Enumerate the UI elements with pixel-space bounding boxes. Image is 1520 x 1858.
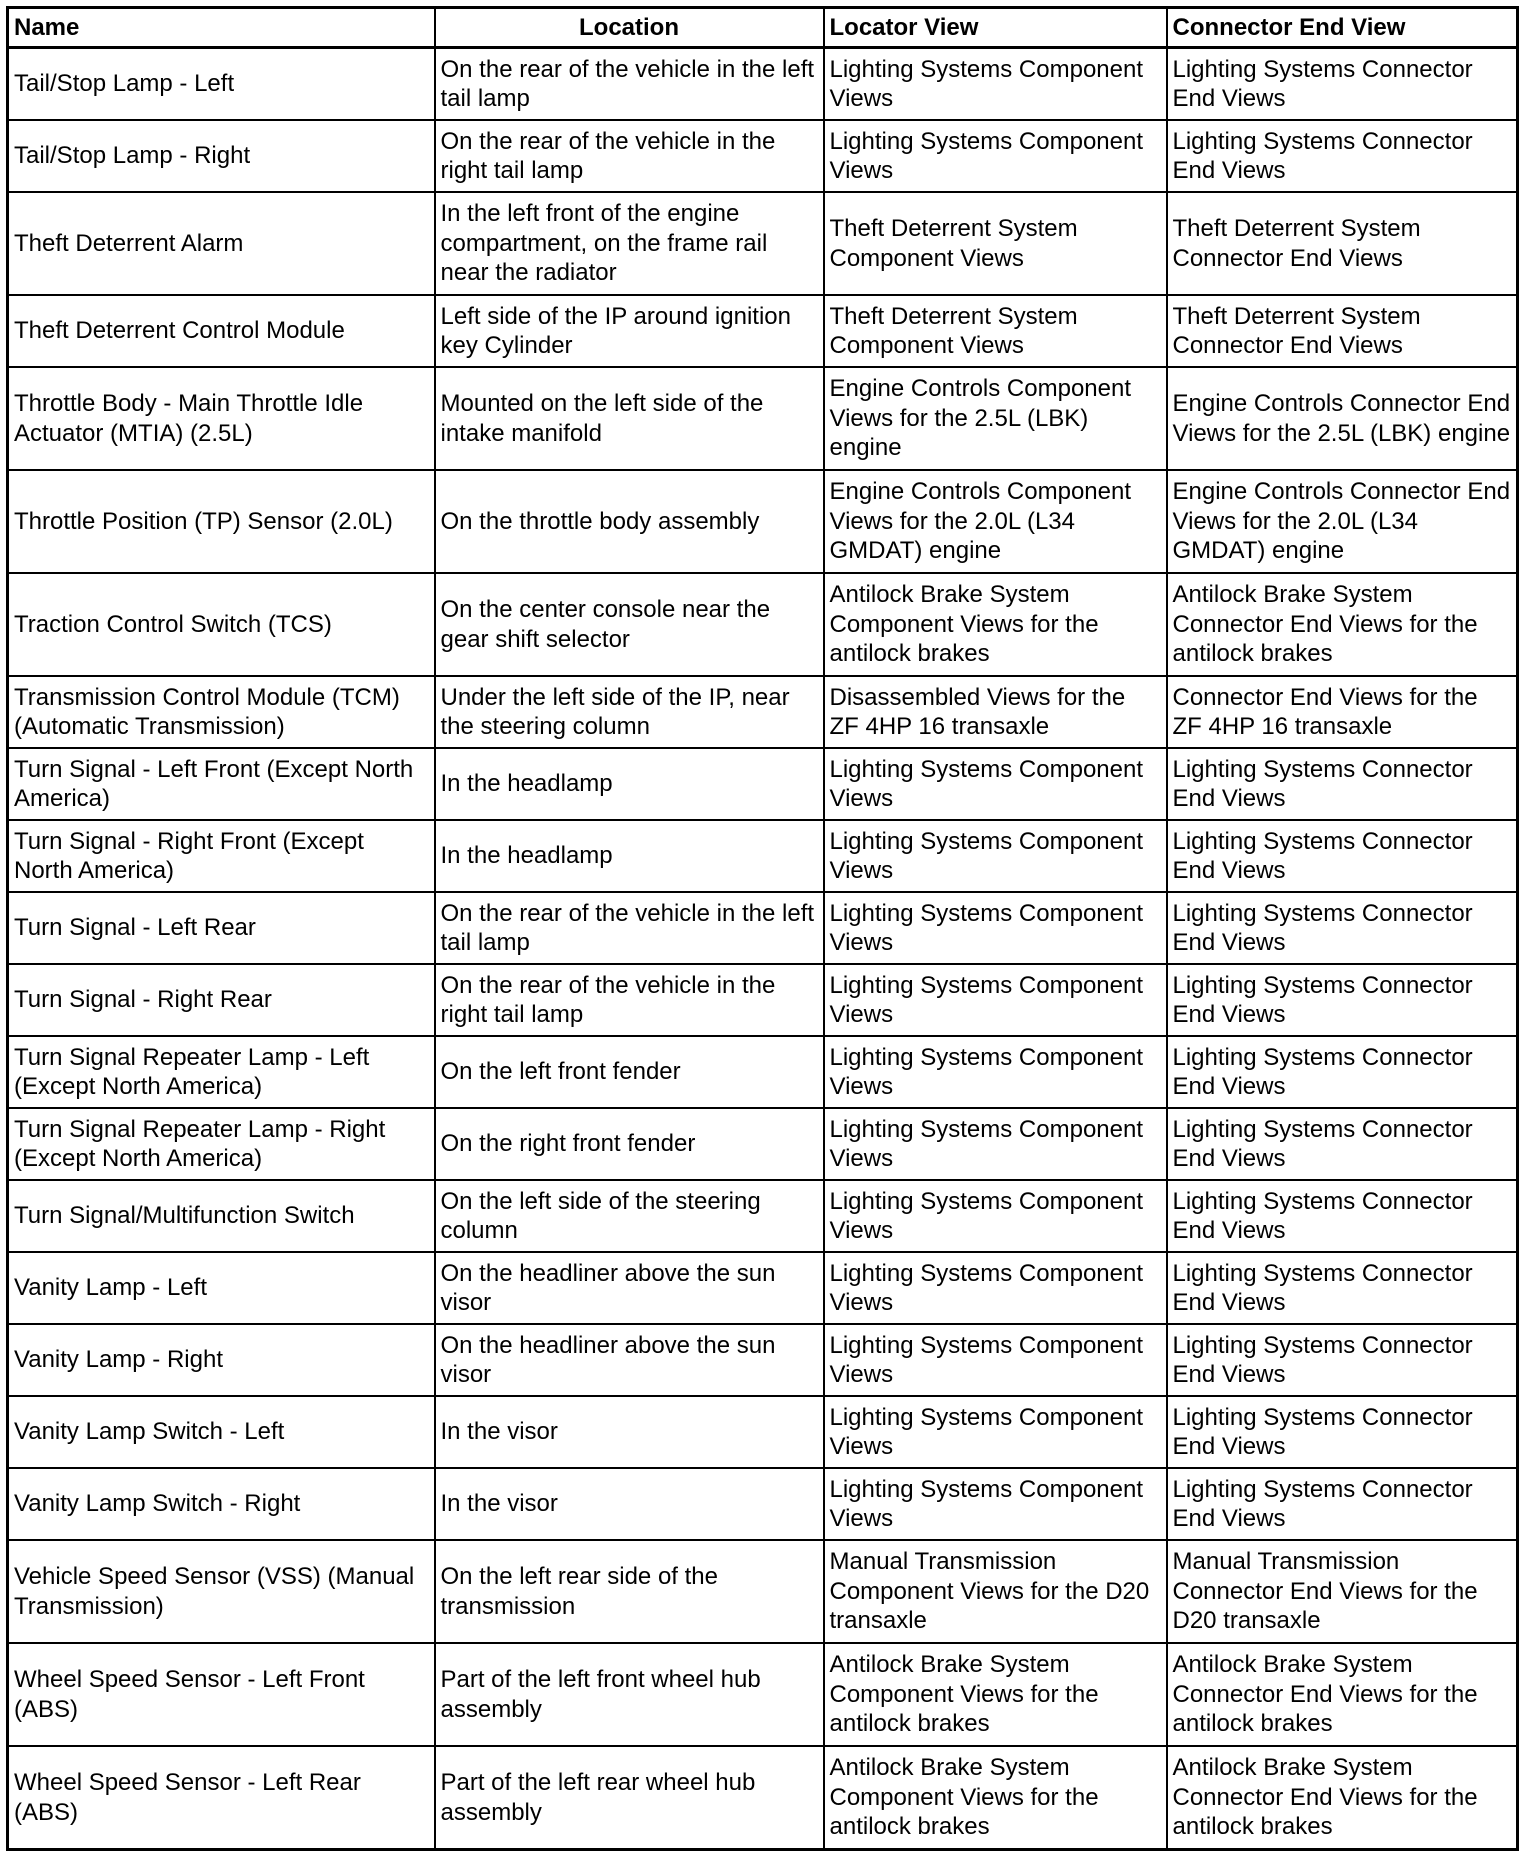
table-body (8, 48, 1518, 1850)
cell-locator-view: Lighting Systems Component Views (824, 1396, 1167, 1468)
cell-location: In the left front of the engine compartment, on the frame rail near the radiator (435, 192, 824, 295)
column-header-name: Name (8, 8, 435, 48)
cell-connector-end-view: Engine Controls Connector End Views for the 2.0L (L34 GMDAT) engine (1167, 470, 1518, 573)
cell-location: In the headlamp (435, 748, 824, 820)
cell-location: On the rear of the vehicle in the right tail lamp (435, 964, 824, 1036)
cell-name: Vanity Lamp Switch - Right (8, 1468, 435, 1540)
cell-name: Turn Signal - Left Front (Except North America) (8, 748, 435, 820)
table-row (8, 1468, 1518, 1540)
table-row (8, 676, 1518, 748)
cell-name: Throttle Body - Main Throttle Idle Actuator (MTIA) (2.5L) (8, 367, 435, 470)
cell-name: Turn Signal - Right Front (Except North America) (8, 820, 435, 892)
cell-locator-view: Engine Controls Component Views for the 2.0L (L34 GMDAT) engine (824, 470, 1167, 573)
cell-name: Tail/Stop Lamp - Left (8, 48, 435, 121)
cell-name: Theft Deterrent Alarm (8, 192, 435, 295)
table-row (8, 1252, 1518, 1324)
header-row (8, 8, 1518, 48)
cell-name: Throttle Position (TP) Sensor (2.0L) (8, 470, 435, 573)
cell-locator-view: Lighting Systems Component Views (824, 120, 1167, 192)
cell-location: In the visor (435, 1468, 824, 1540)
cell-connector-end-view: Lighting Systems Connector End Views (1167, 892, 1518, 964)
cell-connector-end-view: Engine Controls Connector End Views for the 2.5L (LBK) engine (1167, 367, 1518, 470)
cell-locator-view: Lighting Systems Component Views (824, 48, 1167, 121)
column-header-locator-view: Locator View (824, 8, 1167, 48)
cell-locator-view: Antilock Brake System Component Views for the antilock brakes (824, 1643, 1167, 1746)
cell-locator-view: Manual Transmission Component Views for the D20 transaxle (824, 1540, 1167, 1643)
column-header-location: Location (435, 8, 824, 48)
cell-name: Wheel Speed Sensor - Left Front (ABS) (8, 1643, 435, 1746)
cell-locator-view: Lighting Systems Component Views (824, 820, 1167, 892)
table-row (8, 1643, 1518, 1746)
cell-name: Wheel Speed Sensor - Left Rear (ABS) (8, 1746, 435, 1850)
cell-locator-view: Lighting Systems Component Views (824, 1468, 1167, 1540)
cell-name: Turn Signal - Right Rear (8, 964, 435, 1036)
column-header-connector-end-view: Connector End View (1167, 8, 1518, 48)
table-row (8, 820, 1518, 892)
cell-location: On the headliner above the sun visor (435, 1252, 824, 1324)
table-row (8, 48, 1518, 121)
cell-locator-view: Lighting Systems Component Views (824, 964, 1167, 1036)
table-row (8, 1540, 1518, 1643)
cell-locator-view: Antilock Brake System Component Views for the antilock brakes (824, 573, 1167, 676)
table-row (8, 1108, 1518, 1180)
cell-location: Part of the left front wheel hub assembly (435, 1643, 824, 1746)
cell-name: Theft Deterrent Control Module (8, 295, 435, 367)
cell-locator-view: Lighting Systems Component Views (824, 1180, 1167, 1252)
cell-name: Turn Signal Repeater Lamp - Left (Except North America) (8, 1036, 435, 1108)
cell-locator-view: Lighting Systems Component Views (824, 1324, 1167, 1396)
cell-connector-end-view: Lighting Systems Connector End Views (1167, 1180, 1518, 1252)
table-row (8, 1036, 1518, 1108)
cell-name: Vehicle Speed Sensor (VSS) (Manual Transmission) (8, 1540, 435, 1643)
cell-connector-end-view: Theft Deterrent System Connector End Views (1167, 295, 1518, 367)
table-row (8, 1180, 1518, 1252)
cell-location: On the rear of the vehicle in the left tail lamp (435, 48, 824, 121)
table-row (8, 1324, 1518, 1396)
cell-connector-end-view: Lighting Systems Connector End Views (1167, 1396, 1518, 1468)
cell-locator-view: Theft Deterrent System Component Views (824, 192, 1167, 295)
cell-location: On the right front fender (435, 1108, 824, 1180)
cell-location: Under the left side of the IP, near the steering column (435, 676, 824, 748)
table-row (8, 1396, 1518, 1468)
cell-connector-end-view: Lighting Systems Connector End Views (1167, 748, 1518, 820)
cell-location: On the center console near the gear shift selector (435, 573, 824, 676)
cell-location: On the headliner above the sun visor (435, 1324, 824, 1396)
table-row (8, 748, 1518, 820)
cell-location: On the left rear side of the transmission (435, 1540, 824, 1643)
table-row (8, 470, 1518, 573)
cell-location: Mounted on the left side of the intake manifold (435, 367, 824, 470)
cell-connector-end-view: Antilock Brake System Connector End Views for the antilock brakes (1167, 1643, 1518, 1746)
cell-name: Turn Signal Repeater Lamp - Right (Except North America) (8, 1108, 435, 1180)
cell-location: On the left side of the steering column (435, 1180, 824, 1252)
cell-connector-end-view: Lighting Systems Connector End Views (1167, 820, 1518, 892)
cell-locator-view: Lighting Systems Component Views (824, 748, 1167, 820)
cell-location: Left side of the IP around ignition key Cylinder (435, 295, 824, 367)
cell-connector-end-view: Lighting Systems Connector End Views (1167, 1108, 1518, 1180)
cell-location: On the rear of the vehicle in the right tail lamp (435, 120, 824, 192)
cell-location: Part of the left rear wheel hub assembly (435, 1746, 824, 1850)
table-row (8, 1746, 1518, 1850)
cell-name: Vanity Lamp Switch - Left (8, 1396, 435, 1468)
table-header (8, 8, 1518, 48)
cell-location: On the throttle body assembly (435, 470, 824, 573)
cell-connector-end-view: Antilock Brake System Connector End Views for the antilock brakes (1167, 573, 1518, 676)
cell-locator-view: Lighting Systems Component Views (824, 892, 1167, 964)
cell-location: On the rear of the vehicle in the left tail lamp (435, 892, 824, 964)
cell-name: Vanity Lamp - Right (8, 1324, 435, 1396)
cell-locator-view: Disassembled Views for the ZF 4HP 16 transaxle (824, 676, 1167, 748)
cell-locator-view: Lighting Systems Component Views (824, 1252, 1167, 1324)
cell-connector-end-view: Lighting Systems Connector End Views (1167, 1468, 1518, 1540)
cell-locator-view: Antilock Brake System Component Views for the antilock brakes (824, 1746, 1167, 1850)
table-row (8, 892, 1518, 964)
cell-connector-end-view: Lighting Systems Connector End Views (1167, 1036, 1518, 1108)
table-row (8, 295, 1518, 367)
table-row (8, 192, 1518, 295)
table-row (8, 120, 1518, 192)
cell-name: Turn Signal - Left Rear (8, 892, 435, 964)
cell-connector-end-view: Lighting Systems Connector End Views (1167, 120, 1518, 192)
cell-connector-end-view: Lighting Systems Connector End Views (1167, 1252, 1518, 1324)
cell-locator-view: Engine Controls Component Views for the 2.5L (LBK) engine (824, 367, 1167, 470)
cell-connector-end-view: Lighting Systems Connector End Views (1167, 964, 1518, 1036)
cell-locator-view: Lighting Systems Component Views (824, 1108, 1167, 1180)
cell-location: In the headlamp (435, 820, 824, 892)
cell-name: Turn Signal/Multifunction Switch (8, 1180, 435, 1252)
cell-name: Tail/Stop Lamp - Right (8, 120, 435, 192)
cell-locator-view: Theft Deterrent System Component Views (824, 295, 1167, 367)
cell-connector-end-view: Lighting Systems Connector End Views (1167, 48, 1518, 121)
table-row (8, 573, 1518, 676)
cell-connector-end-view: Manual Transmission Connector End Views for the D20 transaxle (1167, 1540, 1518, 1643)
cell-connector-end-view: Antilock Brake System Connector End Views for the antilock brakes (1167, 1746, 1518, 1850)
cell-name: Transmission Control Module (TCM) (Automatic Transmission) (8, 676, 435, 748)
table-row (8, 367, 1518, 470)
cell-connector-end-view: Connector End Views for the ZF 4HP 16 transaxle (1167, 676, 1518, 748)
component-location-table (6, 6, 1519, 1851)
cell-name: Vanity Lamp - Left (8, 1252, 435, 1324)
cell-location: In the visor (435, 1396, 824, 1468)
document-page (6, 6, 1516, 1851)
table-row (8, 964, 1518, 1036)
cell-connector-end-view: Lighting Systems Connector End Views (1167, 1324, 1518, 1396)
cell-name: Traction Control Switch (TCS) (8, 573, 435, 676)
cell-location: On the left front fender (435, 1036, 824, 1108)
cell-connector-end-view: Theft Deterrent System Connector End Views (1167, 192, 1518, 295)
cell-locator-view: Lighting Systems Component Views (824, 1036, 1167, 1108)
